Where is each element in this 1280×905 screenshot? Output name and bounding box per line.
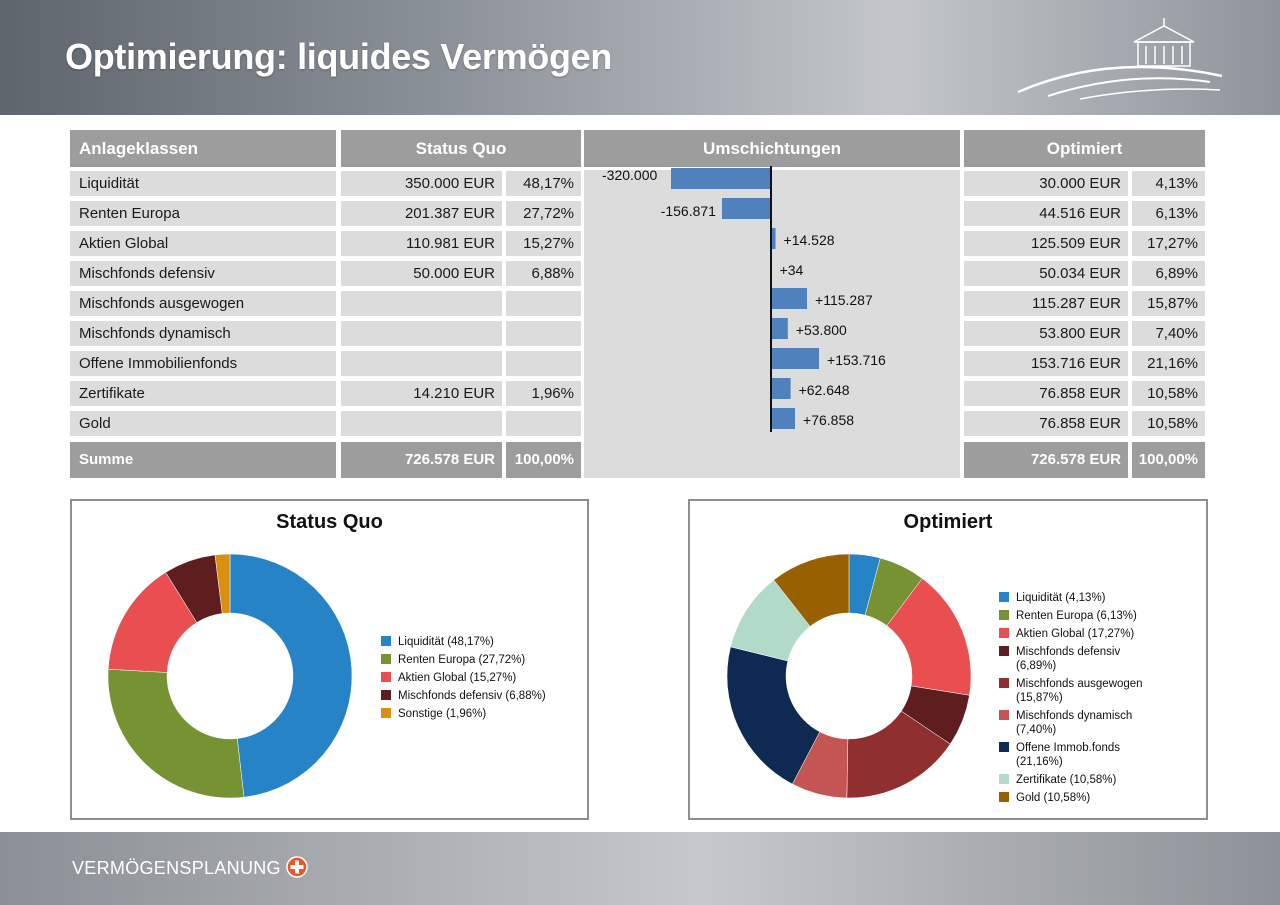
optimiert-title: Optimiert <box>903 511 993 533</box>
optimized-percent: 15,87% <box>1132 291 1205 316</box>
donut-slice <box>230 554 352 797</box>
status-quo-amount: 14.210 EUR <box>341 381 502 406</box>
legend-swatch <box>999 678 1009 688</box>
row-label: Zertifikate <box>70 381 336 406</box>
legend-swatch <box>999 592 1009 602</box>
legend-label: Renten Europa (6,13%) <box>1016 610 1137 622</box>
legend-swatch <box>381 690 391 700</box>
umschichtung-bar <box>771 288 807 309</box>
status-quo-percent: 15,27% <box>506 231 581 256</box>
status-quo-amount: 110.981 EUR <box>341 231 502 256</box>
sum-status-quo-amount: 726.578 EUR <box>341 442 502 478</box>
sum-status-quo-percent: 100,00% <box>506 442 581 478</box>
umschichtungen-chart <box>584 166 960 436</box>
optimized-amount: 50.034 EUR <box>964 261 1128 286</box>
legend-swatch <box>381 708 391 718</box>
optimized-percent: 10,58% <box>1132 411 1205 436</box>
optimized-percent: 17,27% <box>1132 231 1205 256</box>
optimized-amount: 115.287 EUR <box>964 291 1128 316</box>
status-quo-amount: 350.000 EUR <box>341 171 502 196</box>
optimized-amount: 44.516 EUR <box>964 201 1128 226</box>
umschichtung-label: +34 <box>779 262 804 278</box>
status-quo-amount: 201.387 EUR <box>341 201 502 226</box>
legend-swatch <box>999 646 1009 656</box>
optimized-amount: 30.000 EUR <box>964 171 1128 196</box>
legend-swatch <box>381 636 391 646</box>
status-quo-percent <box>506 291 581 316</box>
umschichtung-bar <box>722 198 771 219</box>
umschichtung-label: +115.287 <box>815 292 873 308</box>
umschichtung-bar <box>771 408 795 429</box>
optimized-amount: 76.858 EUR <box>964 411 1128 436</box>
page-title: Optimierung: liquides Vermögen <box>65 36 613 77</box>
umschichtung-label: -156.871 <box>660 203 716 219</box>
legend-label: Gold (10,58%) <box>1016 792 1091 804</box>
row-label: Mischfonds ausgewogen <box>70 291 336 316</box>
optimized-percent: 10,58% <box>1132 381 1205 406</box>
row-label: Gold <box>70 411 336 436</box>
row-label: Mischfonds defensiv <box>70 261 336 286</box>
status-quo-amount <box>341 321 502 346</box>
status-quo-donut-chart <box>72 545 587 815</box>
legend-swatch <box>999 710 1009 720</box>
status-quo-percent <box>506 351 581 376</box>
status-quo-amount <box>341 351 502 376</box>
row-label: Renten Europa <box>70 201 336 226</box>
legend-label: Mischfonds defensiv (6,88%) <box>398 690 546 702</box>
donut-slice <box>108 669 244 798</box>
status-quo-amount: 50.000 EUR <box>341 261 502 286</box>
optimiert-donut-chart <box>690 545 1206 815</box>
sum-label: Summe <box>70 442 336 478</box>
umschichtung-label: -320.000 <box>602 167 658 183</box>
row-label: Liquidität <box>70 171 336 196</box>
status-quo-percent <box>506 321 581 346</box>
legend-swatch <box>999 774 1009 784</box>
umschichtung-label: +153.716 <box>827 352 886 368</box>
status-quo-percent: 1,96% <box>506 381 581 406</box>
status-quo-amount <box>341 411 502 436</box>
header-status-quo: Status Quo <box>341 130 581 167</box>
row-label: Offene Immobilienfonds <box>70 351 336 376</box>
status-quo-percent <box>506 411 581 436</box>
optimized-percent: 6,89% <box>1132 261 1205 286</box>
legend-swatch <box>999 792 1009 802</box>
legend-label: Aktien Global (15,27%) <box>398 672 517 684</box>
umschichtung-bar <box>771 318 788 339</box>
optimized-percent: 4,13% <box>1132 171 1205 196</box>
header-umschichtungen: Umschichtungen <box>584 130 960 167</box>
status-quo-percent: 48,17% <box>506 171 581 196</box>
sum-optimized-percent: 100,00% <box>1132 442 1205 478</box>
umschichtung-label: +62.648 <box>798 382 850 398</box>
legend-label: Mischfonds dynamisch (7,40%) <box>1016 710 1133 736</box>
plus-icon <box>286 856 308 878</box>
status-quo-amount <box>341 291 502 316</box>
legend-label: Zertifikate (10,58%) <box>1016 774 1117 786</box>
legend-label: Sonstige (1,96%) <box>398 708 487 720</box>
legend-swatch <box>999 742 1009 752</box>
optimized-amount: 53.800 EUR <box>964 321 1128 346</box>
optimized-amount: 125.509 EUR <box>964 231 1128 256</box>
umschichtung-label: +76.858 <box>803 412 855 428</box>
sum-optimized-amount: 726.578 EUR <box>964 442 1128 478</box>
footer-label: VERMÖGENSPLANUNG <box>72 858 281 878</box>
optimized-amount: 76.858 EUR <box>964 381 1128 406</box>
umschichtung-label: +14.528 <box>783 232 835 248</box>
row-label: Aktien Global <box>70 231 336 256</box>
umschichtung-bar <box>671 168 771 189</box>
umschichtung-label: +53.800 <box>795 322 847 338</box>
legend-swatch <box>999 610 1009 620</box>
legend-label: Mischfonds defensiv (6,89%) <box>1016 646 1121 672</box>
header-optimiert: Optimiert <box>964 130 1205 167</box>
optimized-amount: 153.716 EUR <box>964 351 1128 376</box>
row-label: Mischfonds dynamisch <box>70 321 336 346</box>
umschichtung-bar <box>771 348 819 369</box>
legend-swatch <box>381 672 391 682</box>
umschichtung-bar <box>771 378 791 399</box>
building-logo-icon <box>1010 12 1230 102</box>
legend-label: Liquidität (4,13%) <box>1016 592 1106 604</box>
header-anlageklassen: Anlageklassen <box>70 130 336 167</box>
status-quo-percent: 27,72% <box>506 201 581 226</box>
optimized-percent: 6,13% <box>1132 201 1205 226</box>
legend-label: Offene Immob.fonds (21,16%) <box>1016 742 1120 768</box>
legend-label: Mischfonds ausgewogen (15,87%) <box>1016 678 1143 704</box>
status-quo-title: Status Quo <box>276 511 383 533</box>
legend-swatch <box>381 654 391 664</box>
optimized-percent: 21,16% <box>1132 351 1205 376</box>
legend-label: Renten Europa (27,72%) <box>398 654 526 666</box>
legend-label: Aktien Global (17,27%) <box>1016 628 1135 640</box>
optimized-percent: 7,40% <box>1132 321 1205 346</box>
status-quo-percent: 6,88% <box>506 261 581 286</box>
legend-label: Liquidität (48,17%) <box>398 636 494 648</box>
legend-swatch <box>999 628 1009 638</box>
